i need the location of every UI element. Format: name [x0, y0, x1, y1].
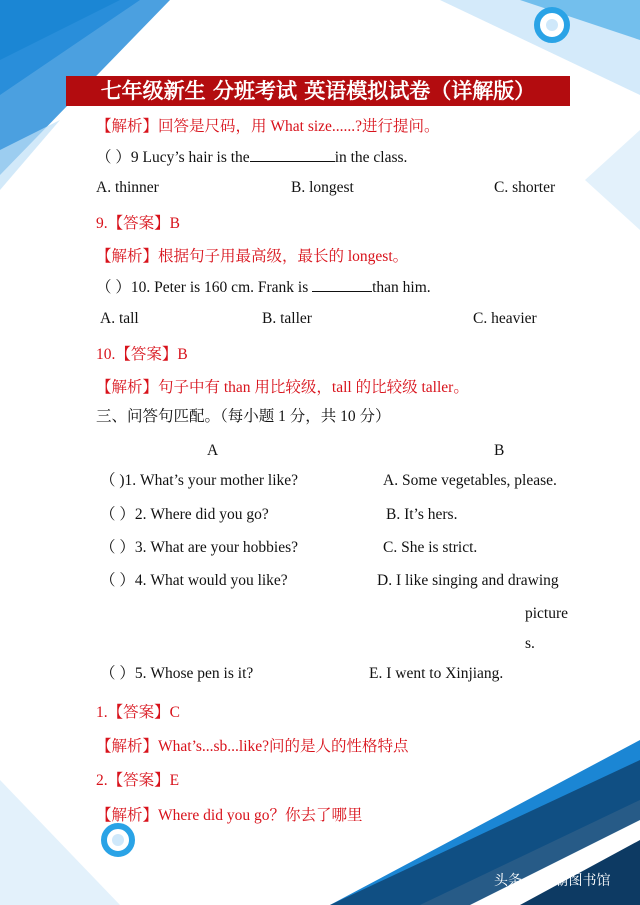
column-b-header: B — [494, 442, 505, 459]
option-b: B. taller — [262, 310, 312, 327]
explanation-match-2: 【解析】Where did you go？你去了哪里 — [96, 807, 363, 824]
match-question-1: （ )1. What’s your mother like? — [100, 472, 299, 489]
question-10 — [96, 276, 431, 298]
answer-blank — [250, 146, 335, 162]
match-answer-a: A. Some vegetables, please. — [383, 472, 557, 489]
explanation-8: 【解析】回答是尺码，用 What size......?进行提问。 — [96, 118, 440, 135]
match-question-2: （ ）2. Where did you go? — [100, 506, 269, 523]
option-a: A. thinner — [96, 179, 159, 196]
page-title: 七年级新生 分班考试 英语模拟试卷（详解版） — [66, 76, 570, 106]
question-9-tail: in the class. — [334, 149, 408, 166]
explanation-9: 【解析】根据句子用最高级，最长的 longest。 — [96, 248, 409, 265]
answer-match-1: 1.【答案】C — [96, 704, 180, 721]
answer-10: 10.【答案】B — [96, 346, 188, 363]
option-b: B. longest — [291, 179, 354, 196]
explanation-10: 【解析】句子中有 than 用比较级，tall 的比较级 taller。 — [96, 379, 469, 396]
match-answer-c: C. She is strict. — [383, 539, 478, 556]
match-answer-d-cont2: s. — [525, 635, 535, 652]
match-question-3: （ ）3. What are your hobbies? — [100, 539, 298, 556]
section-heading: 三、问答句匹配。（每小题 1 分，共 10 分） — [96, 408, 391, 425]
watermark: 头条 @学霸图书馆 — [494, 873, 611, 889]
match-question-5: （ ）5. Whose pen is it? — [100, 665, 254, 682]
answer-match-2: 2.【答案】E — [96, 772, 180, 789]
question-10-tail: than him. — [372, 279, 431, 296]
explanation-match-1: 【解析】What’s...sb...like?问的是人的性格特点 — [96, 738, 409, 755]
question-10-stem: （ ）10. Peter is 160 cm. Frank is — [96, 279, 309, 296]
column-a-header: A — [207, 442, 219, 459]
match-question-4: （ ）4. What would you like? — [100, 572, 288, 589]
answer-blank — [312, 276, 372, 292]
answer-9: 9.【答案】B — [96, 215, 180, 232]
option-c: C. shorter — [494, 179, 556, 196]
option-a: A. tall — [100, 310, 139, 327]
match-answer-d-cont: picture — [525, 605, 569, 622]
match-answer-b: B. It’s hers. — [386, 506, 458, 523]
question-9 — [96, 146, 407, 168]
question-9-stem: （ ）9 Lucy’s hair is the — [96, 149, 250, 166]
match-answer-d: D. I like singing and drawing — [377, 572, 559, 589]
match-answer-e: E. I went to Xinjiang. — [369, 665, 504, 682]
option-c: C. heavier — [473, 310, 537, 327]
